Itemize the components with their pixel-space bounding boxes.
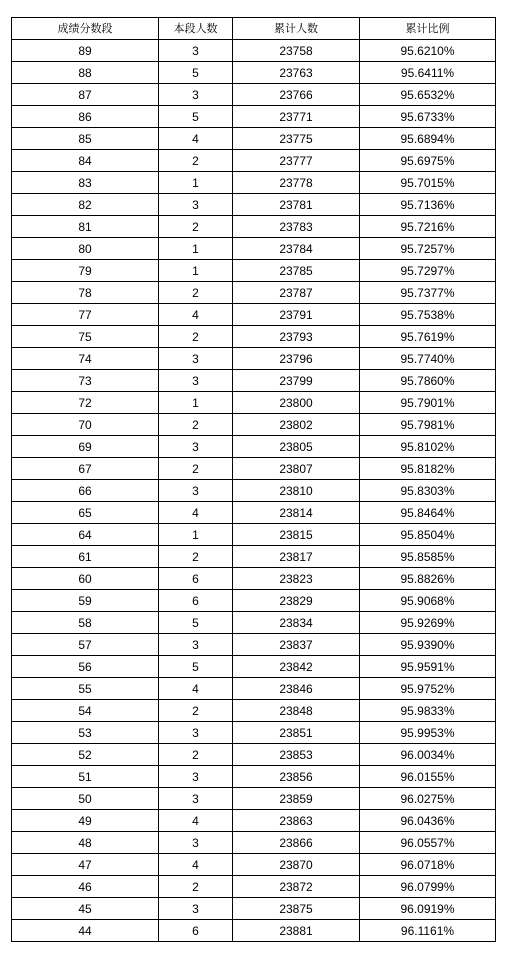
table-row <box>12 436 496 458</box>
cell-segment-count: 2 <box>159 458 233 480</box>
cell-score: 50 <box>12 788 159 810</box>
cell-cumulative-percent: 96.0034% <box>360 744 496 766</box>
cell-segment-count: 6 <box>159 920 233 942</box>
cell-cumulative-count: 23814 <box>233 502 360 524</box>
table-row <box>12 788 496 810</box>
cell-cumulative-count: 23856 <box>233 766 360 788</box>
cell-cumulative-count: 23758 <box>233 40 360 62</box>
cell-segment-count: 1 <box>159 238 233 260</box>
cell-score: 59 <box>12 590 159 612</box>
table-row <box>12 62 496 84</box>
cell-score: 72 <box>12 392 159 414</box>
cell-segment-count: 5 <box>159 62 233 84</box>
cell-cumulative-count: 23793 <box>233 326 360 348</box>
cell-cumulative-count: 23771 <box>233 106 360 128</box>
cell-cumulative-percent: 95.7981% <box>360 414 496 436</box>
table-row <box>12 744 496 766</box>
cell-cumulative-percent: 95.6894% <box>360 128 496 150</box>
cell-cumulative-percent: 95.9752% <box>360 678 496 700</box>
cell-segment-count: 3 <box>159 898 233 920</box>
table-row <box>12 304 496 326</box>
cell-cumulative-count: 23842 <box>233 656 360 678</box>
cell-score: 77 <box>12 304 159 326</box>
table-body <box>12 40 496 942</box>
table-row <box>12 326 496 348</box>
cell-segment-count: 1 <box>159 524 233 546</box>
cell-cumulative-percent: 95.6532% <box>360 84 496 106</box>
cell-cumulative-percent: 95.7860% <box>360 370 496 392</box>
cell-cumulative-count: 23777 <box>233 150 360 172</box>
cell-segment-count: 3 <box>159 370 233 392</box>
cell-segment-count: 1 <box>159 260 233 282</box>
cell-score: 83 <box>12 172 159 194</box>
cell-segment-count: 6 <box>159 590 233 612</box>
cell-score: 69 <box>12 436 159 458</box>
cell-segment-count: 2 <box>159 546 233 568</box>
cell-segment-count: 4 <box>159 810 233 832</box>
cell-segment-count: 3 <box>159 480 233 502</box>
cell-cumulative-percent: 95.7901% <box>360 392 496 414</box>
cell-score: 85 <box>12 128 159 150</box>
table-row <box>12 480 496 502</box>
cell-score: 75 <box>12 326 159 348</box>
cell-cumulative-percent: 95.9390% <box>360 634 496 656</box>
cell-score: 51 <box>12 766 159 788</box>
cell-segment-count: 3 <box>159 40 233 62</box>
table-row <box>12 458 496 480</box>
cell-segment-count: 2 <box>159 216 233 238</box>
cell-segment-count: 4 <box>159 502 233 524</box>
cell-cumulative-percent: 95.9269% <box>360 612 496 634</box>
cell-cumulative-percent: 95.8102% <box>360 436 496 458</box>
cell-cumulative-count: 23778 <box>233 172 360 194</box>
cell-cumulative-percent: 95.9068% <box>360 590 496 612</box>
cell-cumulative-count: 23834 <box>233 612 360 634</box>
table-row <box>12 546 496 568</box>
table-row <box>12 854 496 876</box>
cell-score: 54 <box>12 700 159 722</box>
table-row <box>12 766 496 788</box>
table-row <box>12 106 496 128</box>
cell-cumulative-percent: 95.8504% <box>360 524 496 546</box>
cell-cumulative-count: 23781 <box>233 194 360 216</box>
cell-cumulative-count: 23807 <box>233 458 360 480</box>
cell-cumulative-count: 23763 <box>233 62 360 84</box>
cell-score: 65 <box>12 502 159 524</box>
cell-score: 67 <box>12 458 159 480</box>
cell-cumulative-count: 23846 <box>233 678 360 700</box>
cell-cumulative-percent: 95.9833% <box>360 700 496 722</box>
table-row <box>12 810 496 832</box>
cell-score: 61 <box>12 546 159 568</box>
cell-score: 73 <box>12 370 159 392</box>
table-row <box>12 612 496 634</box>
cell-score: 48 <box>12 832 159 854</box>
cell-score: 52 <box>12 744 159 766</box>
cell-cumulative-count: 23866 <box>233 832 360 854</box>
cell-cumulative-count: 23766 <box>233 84 360 106</box>
cell-cumulative-percent: 95.6210% <box>360 40 496 62</box>
cell-score: 56 <box>12 656 159 678</box>
cell-score: 70 <box>12 414 159 436</box>
cell-segment-count: 2 <box>159 876 233 898</box>
cell-score: 55 <box>12 678 159 700</box>
cell-segment-count: 2 <box>159 414 233 436</box>
cell-cumulative-count: 23787 <box>233 282 360 304</box>
cell-segment-count: 5 <box>159 612 233 634</box>
cell-cumulative-percent: 95.7538% <box>360 304 496 326</box>
column-header-score-range: 成绩分数段 <box>12 18 159 40</box>
cell-cumulative-count: 23823 <box>233 568 360 590</box>
cell-segment-count: 4 <box>159 304 233 326</box>
table-row <box>12 832 496 854</box>
cell-segment-count: 2 <box>159 326 233 348</box>
cell-score: 89 <box>12 40 159 62</box>
cell-cumulative-percent: 95.8464% <box>360 502 496 524</box>
cell-segment-count: 3 <box>159 788 233 810</box>
cell-cumulative-count: 23799 <box>233 370 360 392</box>
table-row <box>12 678 496 700</box>
cell-segment-count: 4 <box>159 854 233 876</box>
cell-score: 58 <box>12 612 159 634</box>
cell-score: 45 <box>12 898 159 920</box>
cell-segment-count: 1 <box>159 172 233 194</box>
table-row <box>12 172 496 194</box>
table-row <box>12 348 496 370</box>
cell-segment-count: 6 <box>159 568 233 590</box>
cell-score: 78 <box>12 282 159 304</box>
cell-segment-count: 2 <box>159 282 233 304</box>
cell-cumulative-percent: 96.1161% <box>360 920 496 942</box>
table-row <box>12 700 496 722</box>
table-row <box>12 128 496 150</box>
cell-cumulative-percent: 95.7297% <box>360 260 496 282</box>
table-row <box>12 260 496 282</box>
cell-score: 60 <box>12 568 159 590</box>
table-row <box>12 238 496 260</box>
cell-cumulative-count: 23851 <box>233 722 360 744</box>
cell-segment-count: 2 <box>159 150 233 172</box>
cell-cumulative-count: 23815 <box>233 524 360 546</box>
table-row <box>12 898 496 920</box>
cell-score: 86 <box>12 106 159 128</box>
cell-segment-count: 2 <box>159 700 233 722</box>
table-row <box>12 722 496 744</box>
cell-segment-count: 3 <box>159 84 233 106</box>
cell-cumulative-percent: 95.6411% <box>360 62 496 84</box>
cell-cumulative-count: 23837 <box>233 634 360 656</box>
cell-score: 87 <box>12 84 159 106</box>
table-row <box>12 84 496 106</box>
cell-score: 46 <box>12 876 159 898</box>
table-row <box>12 656 496 678</box>
cell-cumulative-percent: 95.8303% <box>360 480 496 502</box>
cell-score: 82 <box>12 194 159 216</box>
cell-score: 81 <box>12 216 159 238</box>
cell-cumulative-percent: 96.0919% <box>360 898 496 920</box>
cell-cumulative-count: 23783 <box>233 216 360 238</box>
cell-segment-count: 4 <box>159 678 233 700</box>
table-row <box>12 920 496 942</box>
cell-cumulative-percent: 96.0799% <box>360 876 496 898</box>
cell-segment-count: 3 <box>159 436 233 458</box>
cell-segment-count: 3 <box>159 832 233 854</box>
table-row <box>12 216 496 238</box>
cell-score: 79 <box>12 260 159 282</box>
cell-cumulative-percent: 96.0275% <box>360 788 496 810</box>
cell-cumulative-percent: 96.0155% <box>360 766 496 788</box>
cell-cumulative-count: 23775 <box>233 128 360 150</box>
table-row <box>12 876 496 898</box>
table-header <box>12 18 496 40</box>
cell-cumulative-percent: 96.0718% <box>360 854 496 876</box>
cell-cumulative-count: 23802 <box>233 414 360 436</box>
table-row <box>12 414 496 436</box>
cell-cumulative-percent: 95.7136% <box>360 194 496 216</box>
table-row <box>12 634 496 656</box>
score-distribution-table <box>11 17 496 942</box>
cell-cumulative-count: 23817 <box>233 546 360 568</box>
header-row <box>12 18 496 40</box>
cell-cumulative-percent: 95.7015% <box>360 172 496 194</box>
cell-cumulative-count: 23791 <box>233 304 360 326</box>
cell-cumulative-count: 23863 <box>233 810 360 832</box>
cell-cumulative-count: 23796 <box>233 348 360 370</box>
cell-score: 74 <box>12 348 159 370</box>
column-header-segment-count: 本段人数 <box>159 18 233 40</box>
table-row <box>12 392 496 414</box>
cell-segment-count: 3 <box>159 194 233 216</box>
column-header-cumulative-percent: 累计比例 <box>360 18 496 40</box>
cell-score: 80 <box>12 238 159 260</box>
table-row <box>12 282 496 304</box>
table-row <box>12 568 496 590</box>
cell-segment-count: 3 <box>159 348 233 370</box>
cell-cumulative-percent: 95.8585% <box>360 546 496 568</box>
cell-cumulative-percent: 95.7619% <box>360 326 496 348</box>
cell-score: 88 <box>12 62 159 84</box>
cell-cumulative-count: 23875 <box>233 898 360 920</box>
cell-cumulative-count: 23810 <box>233 480 360 502</box>
table-row <box>12 502 496 524</box>
cell-cumulative-count: 23784 <box>233 238 360 260</box>
cell-segment-count: 4 <box>159 128 233 150</box>
cell-segment-count: 3 <box>159 722 233 744</box>
cell-cumulative-percent: 95.6975% <box>360 150 496 172</box>
cell-score: 57 <box>12 634 159 656</box>
table-row <box>12 370 496 392</box>
table-row <box>12 150 496 172</box>
cell-score: 84 <box>12 150 159 172</box>
cell-segment-count: 3 <box>159 634 233 656</box>
cell-cumulative-percent: 96.0436% <box>360 810 496 832</box>
cell-cumulative-count: 23859 <box>233 788 360 810</box>
cell-segment-count: 1 <box>159 392 233 414</box>
cell-cumulative-count: 23870 <box>233 854 360 876</box>
cell-segment-count: 5 <box>159 656 233 678</box>
cell-cumulative-count: 23829 <box>233 590 360 612</box>
cell-cumulative-count: 23785 <box>233 260 360 282</box>
cell-score: 44 <box>12 920 159 942</box>
cell-cumulative-percent: 95.9953% <box>360 722 496 744</box>
cell-segment-count: 2 <box>159 744 233 766</box>
cell-cumulative-percent: 95.8182% <box>360 458 496 480</box>
cell-cumulative-count: 23853 <box>233 744 360 766</box>
table-row <box>12 40 496 62</box>
cell-score: 53 <box>12 722 159 744</box>
cell-cumulative-percent: 95.7740% <box>360 348 496 370</box>
cell-cumulative-percent: 96.0557% <box>360 832 496 854</box>
cell-cumulative-count: 23805 <box>233 436 360 458</box>
cell-cumulative-percent: 95.8826% <box>360 568 496 590</box>
cell-cumulative-percent: 95.9591% <box>360 656 496 678</box>
cell-cumulative-count: 23881 <box>233 920 360 942</box>
cell-cumulative-count: 23872 <box>233 876 360 898</box>
cell-segment-count: 3 <box>159 766 233 788</box>
cell-cumulative-percent: 95.6733% <box>360 106 496 128</box>
cell-score: 66 <box>12 480 159 502</box>
cell-score: 47 <box>12 854 159 876</box>
table-row <box>12 590 496 612</box>
cell-cumulative-percent: 95.7257% <box>360 238 496 260</box>
table-row <box>12 524 496 546</box>
cell-score: 49 <box>12 810 159 832</box>
cell-score: 64 <box>12 524 159 546</box>
cell-cumulative-percent: 95.7377% <box>360 282 496 304</box>
cell-cumulative-count: 23848 <box>233 700 360 722</box>
column-header-cumulative-count: 累计人数 <box>233 18 360 40</box>
cell-segment-count: 5 <box>159 106 233 128</box>
cell-cumulative-count: 23800 <box>233 392 360 414</box>
cell-cumulative-percent: 95.7216% <box>360 216 496 238</box>
table-row <box>12 194 496 216</box>
